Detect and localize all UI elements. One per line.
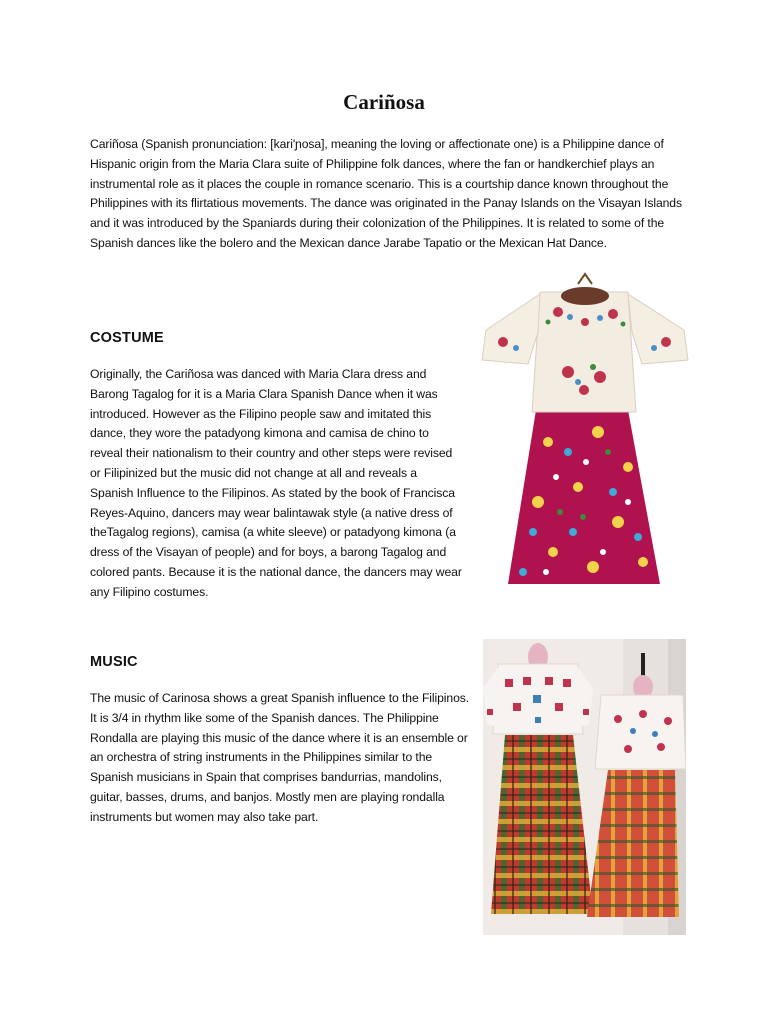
costume-mannequins-photo bbox=[483, 639, 686, 935]
costume-heading: COSTUME bbox=[90, 330, 164, 346]
music-paragraph: The music of Carinosa shows a great Spanish influence to the Filipinos. It is 3/4 in rhythm like some of the Spanish dances. The Philippine Rondalla are playing this music of the dance where it is an ensemble or an orchestra of string instruments in the Philippines similar to the Spanish musicians in Spain that comprises bandurrias, mandolins, guitar, basses, drums, and banjos. Mostly men are playing rondalla instruments but women may also take part. bbox=[90, 691, 470, 824]
costume-paragraph: Originally, the Cariñosa was danced with Maria Clara dress and Barong Tagalog for it is a Maria Clara Spanish Dance when it was introduced. However as the Filipino people saw and imitated this dance, they wore the patadyong kimona and camisa de chino to reveal their nationalism to their country and other steps were revised or Filipinized but the music did not change at all and reveals a Spanish Influence to the Filipinos. As stated by the book of Francisca Reyes-Aquino, dancers may wear balintawak style (a native dress of theTagalog regions), camisa (a white sleeve) or patadyong kimona (a dress of the Visayan of people) and for boys, a barong Tagalog and colored pants. Because it is the national dance, the dancers may wear any Filipino costumes. bbox=[90, 367, 462, 599]
music-heading: MUSIC bbox=[90, 654, 138, 670]
costume-dress-photo bbox=[478, 272, 692, 594]
intro-paragraph: Cariñosa (Spanish pronunciation: [kari'ɲosa], meaning the loving or affectionate one) is a Philippine dance of Hispanic origin from the Maria Clara suite of Philippine folk dances, where the fan or handkerchief plays an instrumental role as it places the couple in romance scenario. This is a courtship dance known throughout the Philippines with its flirtatious movements. The dance was originated in the Panay Islands on the Visayan Islands and it was introduced by the Spaniards during their colonization of the Philippines. It is related to some of the Spanish dances like the bolero and the Mexican dance Jarabe Tapatio or the Mexican Hat Dance. bbox=[90, 137, 682, 250]
page-title: Cariñosa bbox=[343, 90, 425, 114]
